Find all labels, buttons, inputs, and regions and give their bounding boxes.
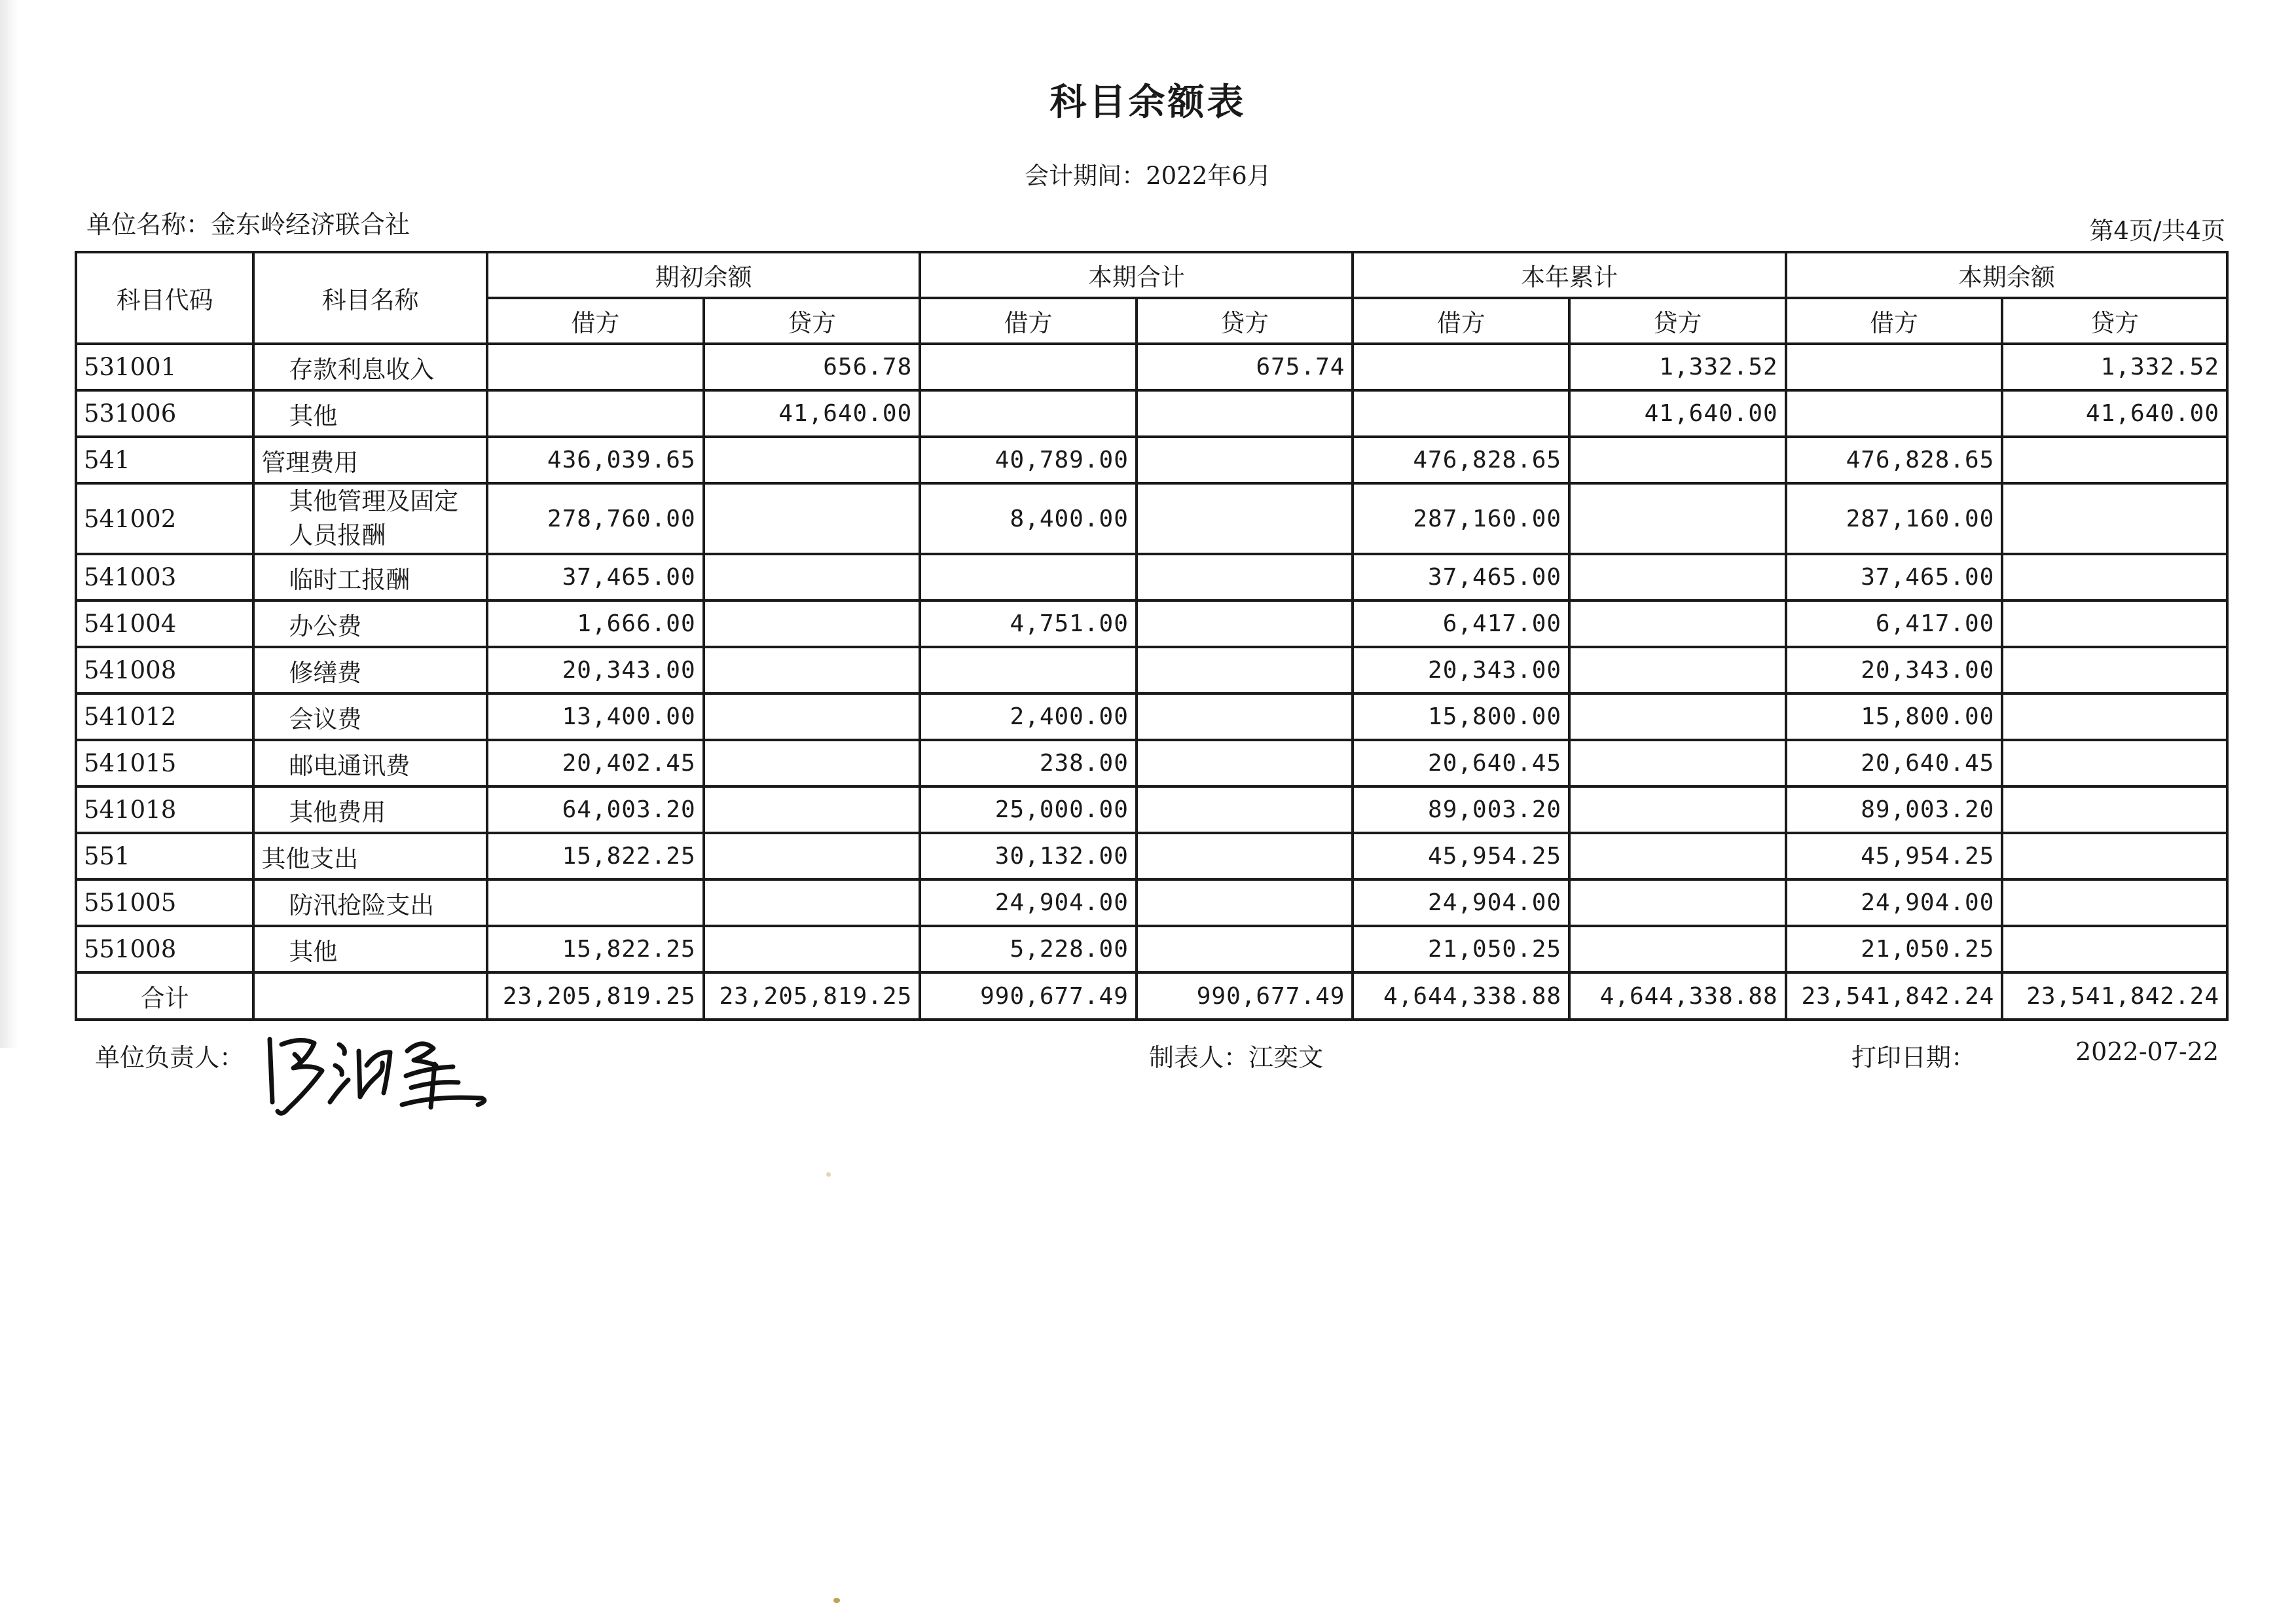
cell-opening-credit [704, 786, 920, 833]
cell-ytd-credit [1569, 693, 1786, 740]
cell-closing-credit [2002, 647, 2227, 693]
cell-ytd-debit [1353, 390, 1569, 437]
cell-period-credit: 675.74 [1137, 344, 1353, 390]
cell-opening-debit: 37,465.00 [487, 554, 704, 600]
cell-ytd-debit: 476,828.65 [1353, 437, 1569, 483]
cell-closing-debit: 20,343.00 [1786, 647, 2003, 693]
cell-period-credit [1137, 483, 1353, 554]
cell-period-debit: 4,751.00 [920, 600, 1137, 647]
balance-table [75, 251, 2229, 1021]
unit-name-value: 金东岭经济联合社 [211, 210, 410, 239]
account-name: 修缮费 [253, 647, 487, 693]
account-code: 541012 [76, 693, 253, 740]
cell-closing-debit: 15,800.00 [1786, 693, 2003, 740]
header-credit: 贷方 [1569, 298, 1786, 344]
account-name: 其他 [253, 390, 487, 437]
total-closing-debit: 23,541,842.24 [1786, 972, 2003, 1020]
cell-opening-credit [704, 833, 920, 879]
page-title: 科目余额表 [1049, 81, 1247, 124]
header-group-period: 本期合计 [920, 252, 1353, 298]
header-credit: 贷方 [1137, 298, 1353, 344]
table-row [76, 437, 2227, 483]
cell-opening-credit [704, 926, 920, 972]
cell-opening-debit: 20,343.00 [487, 647, 704, 693]
total-ytd-credit: 4,644,338.88 [1569, 972, 1786, 1020]
cell-ytd-credit [1569, 879, 1786, 926]
cell-period-debit [920, 554, 1137, 600]
cell-ytd-credit [1569, 740, 1786, 786]
account-code: 541018 [76, 786, 253, 833]
cell-period-credit [1137, 879, 1353, 926]
cell-opening-credit: 656.78 [704, 344, 920, 390]
account-name: 其他管理及固定人员报酬 [253, 483, 487, 554]
cell-closing-credit [2002, 786, 2227, 833]
account-code: 531006 [76, 390, 253, 437]
account-name: 邮电通讯费 [253, 740, 487, 786]
cell-opening-debit: 15,822.25 [487, 833, 704, 879]
cell-closing-debit: 21,050.25 [1786, 926, 2003, 972]
cell-period-credit [1137, 693, 1353, 740]
cell-ytd-credit [1569, 647, 1786, 693]
account-code: 551008 [76, 926, 253, 972]
cell-period-credit [1137, 786, 1353, 833]
cell-opening-debit: 64,003.20 [487, 786, 704, 833]
header-credit: 贷方 [704, 298, 920, 344]
print-date-label: 打印日期： [1851, 1043, 1977, 1072]
table-row [76, 833, 2227, 879]
total-period-debit: 990,677.49 [920, 972, 1137, 1020]
cell-closing-debit [1786, 344, 2003, 390]
account-name: 防汛抢险支出 [253, 879, 487, 926]
header-group-opening: 期初余额 [487, 252, 920, 298]
cell-ytd-credit: 41,640.00 [1569, 390, 1786, 437]
cell-ytd-credit: 1,332.52 [1569, 344, 1786, 390]
cell-period-debit: 30,132.00 [920, 833, 1137, 879]
cell-ytd-credit [1569, 833, 1786, 879]
header-credit: 贷方 [2002, 298, 2227, 344]
cell-closing-debit: 20,640.45 [1786, 740, 2003, 786]
table-row [76, 693, 2227, 740]
cell-period-credit [1137, 554, 1353, 600]
header-debit: 借方 [487, 298, 704, 344]
header-debit: 借方 [920, 298, 1137, 344]
cell-opening-debit [487, 879, 704, 926]
cell-period-credit [1137, 740, 1353, 786]
cell-closing-debit: 476,828.65 [1786, 437, 2003, 483]
cell-ytd-debit: 15,800.00 [1353, 693, 1569, 740]
cell-ytd-debit: 89,003.20 [1353, 786, 1569, 833]
table-row [76, 926, 2227, 972]
account-code: 541008 [76, 647, 253, 693]
cell-opening-debit: 1,666.00 [487, 600, 704, 647]
table-row [76, 344, 2227, 390]
cell-ytd-debit: 287,160.00 [1353, 483, 1569, 554]
header-group-closing: 本期余额 [1786, 252, 2227, 298]
account-name: 存款利息收入 [253, 344, 487, 390]
cell-opening-debit [487, 390, 704, 437]
cell-closing-credit [2002, 437, 2227, 483]
total-opening-debit: 23,205,819.25 [487, 972, 704, 1020]
cell-period-debit [920, 390, 1137, 437]
cell-ytd-debit: 20,640.45 [1353, 740, 1569, 786]
cell-closing-debit: 37,465.00 [1786, 554, 2003, 600]
cell-opening-credit [704, 600, 920, 647]
account-name: 临时工报酬 [253, 554, 487, 600]
total-period-credit: 990,677.49 [1137, 972, 1353, 1020]
cell-period-credit [1137, 833, 1353, 879]
total-opening-credit: 23,205,819.25 [704, 972, 920, 1020]
cell-opening-debit: 278,760.00 [487, 483, 704, 554]
cell-period-debit: 25,000.00 [920, 786, 1137, 833]
cell-opening-debit: 15,822.25 [487, 926, 704, 972]
responsible-signature [262, 1025, 498, 1123]
cell-ytd-debit: 21,050.25 [1353, 926, 1569, 972]
account-name: 其他支出 [253, 833, 487, 879]
account-code: 551 [76, 833, 253, 879]
account-code: 541002 [76, 483, 253, 554]
header-name: 科目名称 [253, 252, 487, 344]
ledger-body [76, 344, 2227, 972]
cell-period-credit [1137, 926, 1353, 972]
table-row [76, 483, 2227, 554]
cell-opening-credit [704, 693, 920, 740]
cell-ytd-debit: 24,904.00 [1353, 879, 1569, 926]
cell-opening-credit [704, 437, 920, 483]
cell-closing-credit [2002, 554, 2227, 600]
cell-period-debit: 5,228.00 [920, 926, 1137, 972]
table-row [76, 647, 2227, 693]
preparer-value: 江奕文 [1248, 1043, 1324, 1072]
accounting-period: 会计期间：2022年6月 [1025, 162, 1271, 190]
account-code: 541004 [76, 600, 253, 647]
account-name: 管理费用 [253, 437, 487, 483]
cell-closing-credit: 1,332.52 [2002, 344, 2227, 390]
header-debit: 借方 [1353, 298, 1569, 344]
header-code: 科目代码 [76, 252, 253, 344]
cell-period-debit [920, 344, 1137, 390]
cell-closing-credit [2002, 483, 2227, 554]
account-code: 531001 [76, 344, 253, 390]
cell-ytd-debit [1353, 344, 1569, 390]
cell-closing-credit [2002, 693, 2227, 740]
cell-ytd-debit: 6,417.00 [1353, 600, 1569, 647]
account-name: 办公费 [253, 600, 487, 647]
responsible-label: 单位负责人： [95, 1043, 245, 1072]
cell-closing-debit: 287,160.00 [1786, 483, 2003, 554]
unit-name [86, 204, 410, 240]
print-date-value: 2022-07-22 [2075, 1037, 2219, 1066]
header-group-ytd: 本年累计 [1353, 252, 1785, 298]
account-code: 541 [76, 437, 253, 483]
preparer [1149, 1037, 1323, 1073]
cell-ytd-credit [1569, 437, 1786, 483]
cell-closing-debit [1786, 390, 2003, 437]
account-name: 其他费用 [253, 786, 487, 833]
cell-period-debit: 2,400.00 [920, 693, 1137, 740]
cell-closing-credit [2002, 879, 2227, 926]
cell-opening-credit [704, 740, 920, 786]
total-name-cell [253, 972, 487, 1020]
cell-opening-credit [704, 647, 920, 693]
cell-closing-debit: 24,904.00 [1786, 879, 2003, 926]
scan-speck [833, 1598, 840, 1603]
cell-ytd-credit [1569, 483, 1786, 554]
cell-opening-credit [704, 879, 920, 926]
cell-opening-credit [704, 483, 920, 554]
account-code: 541015 [76, 740, 253, 786]
cell-period-credit [1137, 647, 1353, 693]
preparer-label: 制表人： [1149, 1043, 1249, 1072]
table-row [76, 554, 2227, 600]
cell-closing-debit: 89,003.20 [1786, 786, 2003, 833]
total-row [76, 972, 2227, 1020]
cell-ytd-debit: 20,343.00 [1353, 647, 1569, 693]
cell-period-debit: 24,904.00 [920, 879, 1137, 926]
table-row [76, 600, 2227, 647]
cell-closing-credit [2002, 926, 2227, 972]
table-row [76, 740, 2227, 786]
cell-ytd-credit [1569, 786, 1786, 833]
cell-opening-credit: 41,640.00 [704, 390, 920, 437]
cell-closing-credit [2002, 833, 2227, 879]
table-row [76, 879, 2227, 926]
cell-closing-credit: 41,640.00 [2002, 390, 2227, 437]
cell-ytd-debit: 37,465.00 [1353, 554, 1569, 600]
cell-period-debit: 8,400.00 [920, 483, 1137, 554]
cell-opening-debit: 13,400.00 [487, 693, 704, 740]
account-name: 会议费 [253, 693, 487, 740]
cell-opening-debit: 20,402.45 [487, 740, 704, 786]
cell-period-credit [1137, 600, 1353, 647]
account-name: 其他 [253, 926, 487, 972]
unit-name-label: 单位名称： [86, 210, 211, 239]
account-code: 551005 [76, 879, 253, 926]
cell-period-debit: 40,789.00 [920, 437, 1137, 483]
cell-opening-debit: 436,039.65 [487, 437, 704, 483]
cell-closing-debit: 45,954.25 [1786, 833, 2003, 879]
cell-ytd-credit [1569, 554, 1786, 600]
cell-closing-debit: 6,417.00 [1786, 600, 2003, 647]
page-info: 第4页/共4页 [2089, 217, 2225, 245]
cell-ytd-debit: 45,954.25 [1353, 833, 1569, 879]
cell-period-debit [920, 647, 1137, 693]
cell-closing-credit [2002, 740, 2227, 786]
cell-period-debit: 238.00 [920, 740, 1137, 786]
scan-speck [826, 1172, 831, 1177]
cell-period-credit [1137, 390, 1353, 437]
header-debit: 借方 [1786, 298, 2003, 344]
table-row [76, 390, 2227, 437]
table-row [76, 786, 2227, 833]
cell-opening-credit [704, 554, 920, 600]
total-label: 合计 [76, 972, 253, 1020]
cell-ytd-credit [1569, 600, 1786, 647]
account-code: 541003 [76, 554, 253, 600]
cell-opening-debit [487, 344, 704, 390]
total-closing-credit: 23,541,842.24 [2002, 972, 2227, 1020]
cell-closing-credit [2002, 600, 2227, 647]
cell-period-credit [1137, 437, 1353, 483]
cell-ytd-credit [1569, 926, 1786, 972]
total-ytd-debit: 4,644,338.88 [1353, 972, 1569, 1020]
